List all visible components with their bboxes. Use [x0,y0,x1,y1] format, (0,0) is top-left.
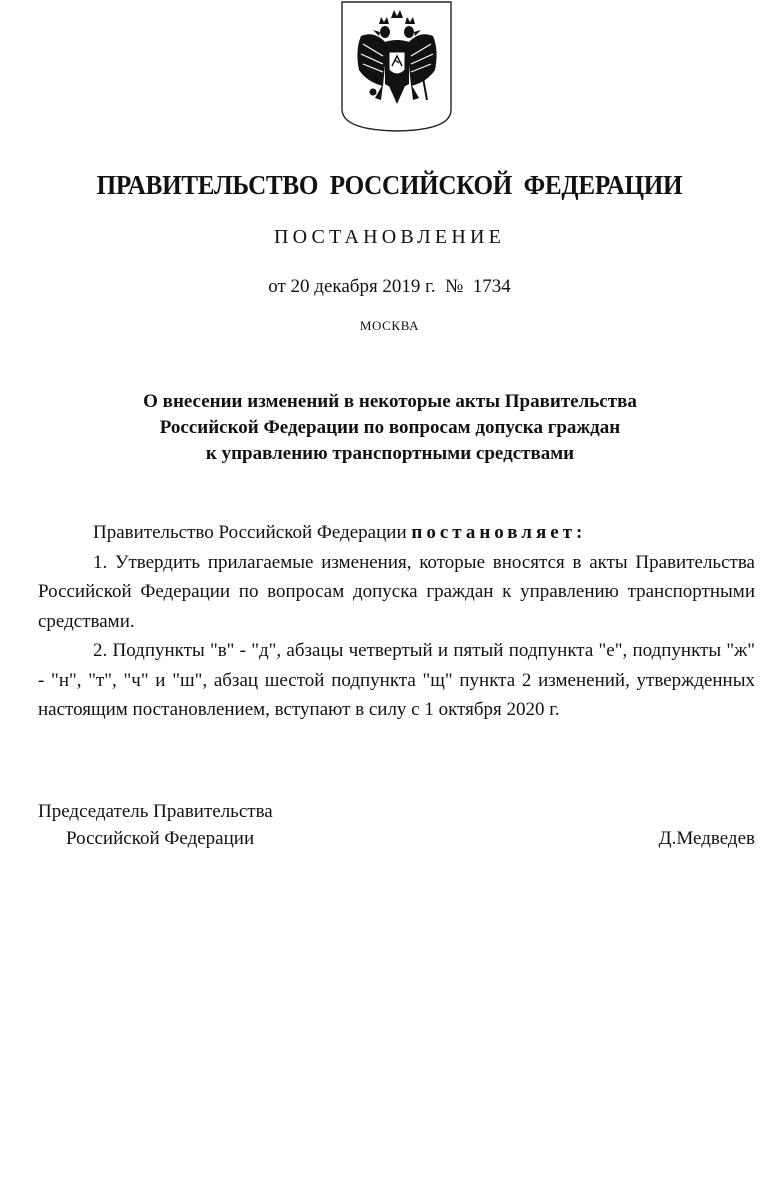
document-title [60,389,720,467]
title-line: Российской Федерации по вопросам допуска граждан [159,417,621,438]
date-line [0,276,779,298]
government-name: ПРАВИТЕЛЬСТВО РОССИЙСКОЙ ФЕДЕРАЦИИ [96,170,683,200]
signatory-name: Д.Медведев [658,828,755,849]
intro-subject: Правительство Российской Федерации [93,522,407,543]
signatory-position [38,798,273,852]
city: МОСКВА [359,318,420,333]
intro-verb: постановляет: [411,522,587,543]
document-type: ПОСТАНОВЛЕНИЕ [273,226,506,248]
decree-number: 1734 [472,276,511,297]
title-line: О внесении изменений в некоторые акты Правительства [143,391,637,412]
title-line: к управлению транспортными средствами [205,443,575,464]
position-line: Председатель Правительства [38,801,273,822]
decree-date: от 20 декабря 2019 г. [268,276,436,297]
number-sign: № [445,276,464,297]
intro-paragraph [38,518,755,548]
item-1-paragraph: 1. Утвердить прилагаемые изменения, которые вносятся в акты Правительства Российской Федерации по вопросам допуска граждан к управлению транспортными средствами. [38,551,755,632]
coat-of-arms-icon [339,0,455,132]
item-2-paragraph: 2. Подпункты "в" - "д", абзацы четвертый и пятый подпункта "е", подпункты "ж" - "н", "т", "ч" и "ш", абзац шестой подпункта "щ" пункта 2 изменений, утвержденных настоящим постановлением, вступают в силу с 1 октября 2020 г. [38,640,755,720]
position-line: Российской Федерации [66,828,255,849]
document-body [38,518,755,725]
